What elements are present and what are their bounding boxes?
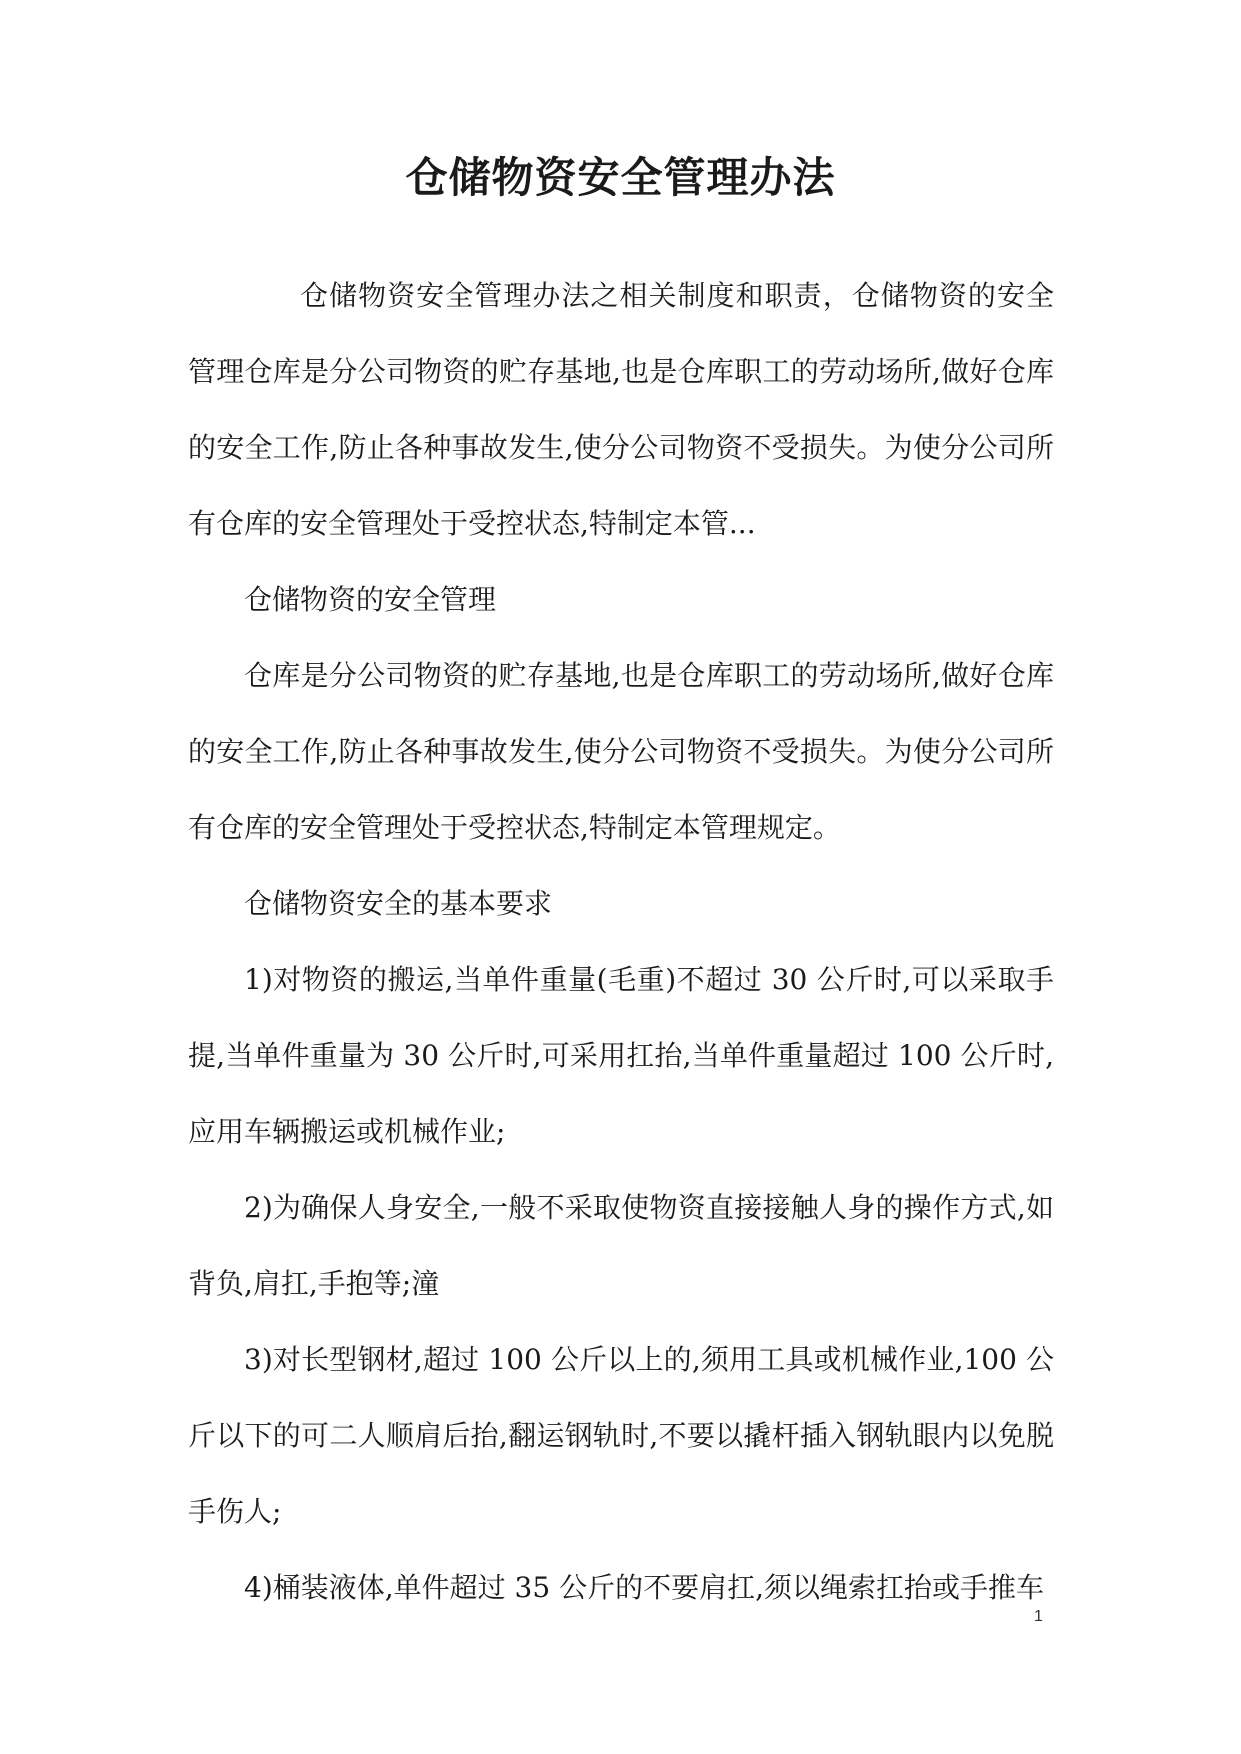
section-heading-safety-management: 仓储物资的安全管理 [244, 583, 497, 616]
requirement-item-1: 1)对物资的搬运,当单件重量(毛重)不超过 30 公斤时,可以采取手提,当单件重量为 30 公斤时,可采用扛抬,当单件重量超过 100 公斤时,应用车辆搬运或机械作业; [188, 963, 1054, 1148]
document-title: 仓储物资安全管理办法 [405, 153, 836, 202]
page-number: 1 [1034, 1608, 1043, 1625]
section-heading-basic-requirements: 仓储物资安全的基本要求 [244, 887, 553, 920]
document-body [188, 258, 1054, 1626]
paragraph-warehouse-description: 仓库是分公司物资的贮存基地,也是仓库职工的劳动场所,做好仓库的安全工作,防止各种事故发生,使分公司物资不受损失。为使分公司所有仓库的安全管理处于受控状态,特制定本管理规定。 [188, 659, 1054, 844]
requirement-item-3: 3)对长型钢材,超过 100 公斤以上的,须用工具或机械作业,100 公斤以下的可二人顺肩后抬,翻运钢轨时,不要以撬杆插入钢轨眼内以免脱手伤人; [188, 1343, 1054, 1528]
requirement-item-2: 2)为确保人身安全,一般不采取使物资直接接触人身的操作方式,如背负,肩扛,手抱等;潼 [188, 1191, 1054, 1300]
requirement-item-4: 4)桶装液体,单件超过 35 公斤的不要肩扛,须以绳索扛抬或手推车 [244, 1571, 1044, 1604]
paragraph-intro: 仓储物资安全管理办法之相关制度和职责，仓储物资的安全管理仓库是分公司物资的贮存基地,也是仓库职工的劳动场所,做好仓库的安全工作,防止各种事故发生,使分公司物资不受损失。为使分公司所有仓库的安全管理处于受控状态,特制定本管... [188, 279, 1054, 540]
